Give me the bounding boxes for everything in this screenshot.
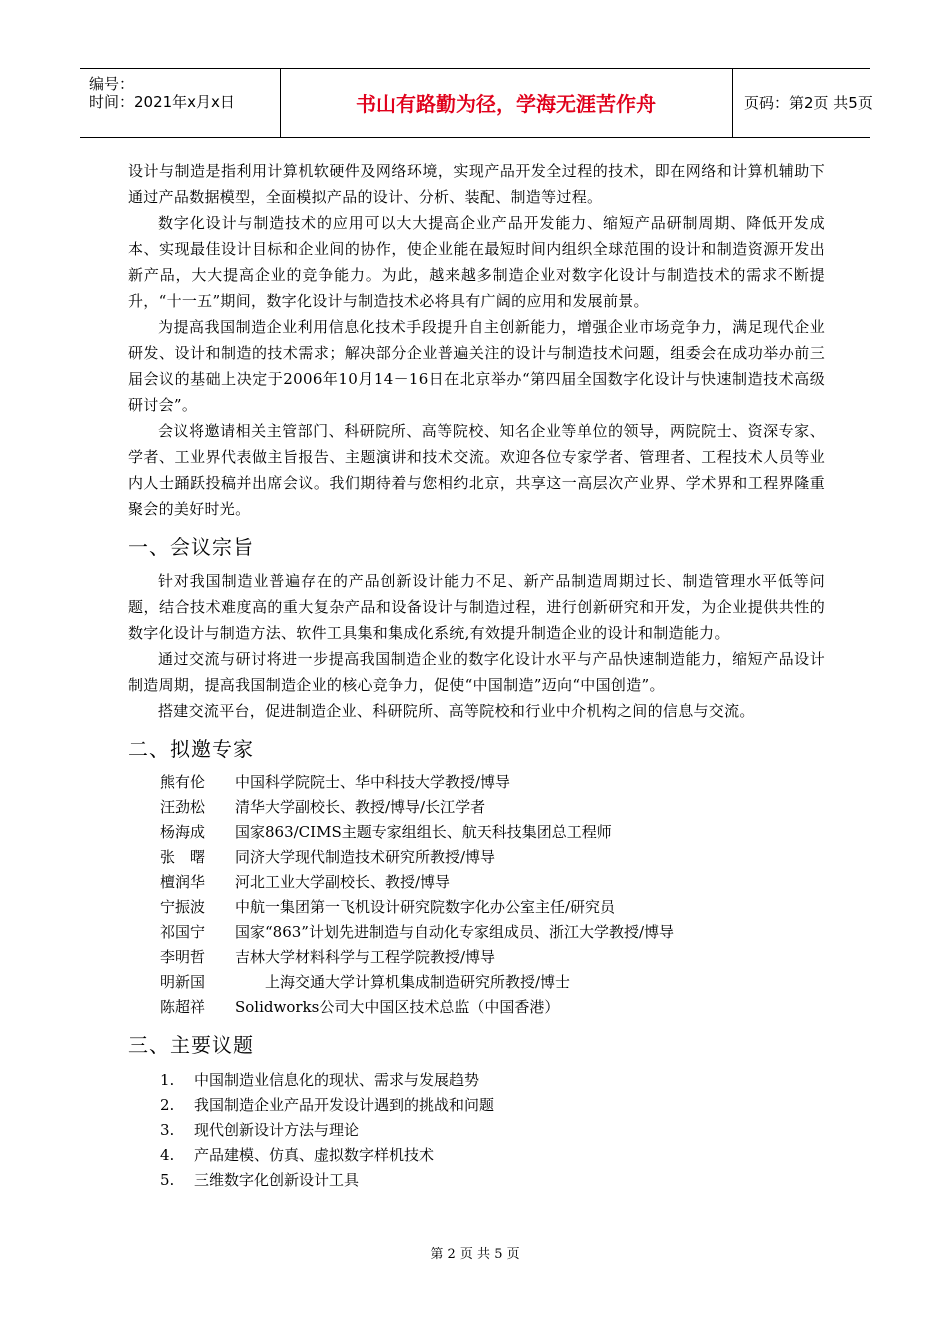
header-left-cell bbox=[80, 69, 281, 137]
topic-number: 1. bbox=[160, 1071, 175, 1089]
expert-name: 张 曙 bbox=[160, 848, 206, 866]
section-heading-topics: 三、主要议题 bbox=[128, 1033, 254, 1057]
expert-title: 河北工业大学副校长、教授/博导 bbox=[235, 873, 451, 891]
topic-text: 我国制造企业产品开发设计遇到的挑战和问题 bbox=[194, 1096, 495, 1114]
topic-item bbox=[160, 1118, 825, 1143]
expert-row bbox=[160, 895, 825, 920]
expert-row bbox=[160, 920, 825, 945]
expert-title: 中航一集团第一飞机设计研究院数字化办公室主任/研究员 bbox=[235, 898, 616, 916]
topic-list bbox=[160, 1068, 825, 1193]
expert-name: 李明哲 bbox=[160, 948, 206, 966]
header-page-info: 页码：第2页 共5页 bbox=[744, 94, 873, 112]
header-motto-cell bbox=[280, 69, 733, 137]
intro-paragraph: 数字化设计与制造技术的应用可以大大提高企业产品开发能力、缩短产品研制周期、降低开发成本、实现最佳设计目标和企业间的协作，使企业能在最短时间内组织全球范围的设计和制造资源开发出新产品，大大提高企业的竞争能力。为此，越来越多制造企业对数字化设计与制造技术的需求不断提升，“十一五”期间，数字化设计与制造技术必将具有广阔的应用和发展前景。 bbox=[128, 214, 825, 310]
topic-text: 产品建模、仿真、虚拟数字样机技术 bbox=[194, 1146, 435, 1164]
purpose-paragraph: 通过交流与研讨将进一步提高我国制造企业的数字化设计水平与产品快速制造能力，缩短产品设计制造周期，提高我国制造企业的核心竞争力，促使“中国制造”迈向“中国创造”。 bbox=[128, 650, 825, 694]
topic-item bbox=[160, 1143, 825, 1168]
header-motto: 书山有路勤为径，学海无涯苦作舟 bbox=[356, 92, 656, 116]
expert-name: 熊有伦 bbox=[160, 773, 206, 791]
page-header bbox=[80, 68, 873, 138]
topic-item bbox=[160, 1168, 825, 1193]
expert-row bbox=[160, 770, 825, 795]
expert-title: 国家863/CIMS主题专家组组长、航天科技集团总工程师 bbox=[235, 823, 612, 841]
topic-number: 2. bbox=[160, 1096, 175, 1114]
section-heading-experts: 二、拟邀专家 bbox=[128, 737, 254, 761]
expert-title: Solidworks公司大中国区技术总监（中国香港） bbox=[235, 998, 560, 1016]
expert-name: 明新国 bbox=[160, 973, 206, 991]
document-date-label: 时间：2021年x月x日 bbox=[89, 93, 235, 111]
expert-title: 中国科学院院士、华中科技大学教授/博导 bbox=[235, 773, 511, 791]
expert-list bbox=[160, 770, 825, 1020]
expert-name: 汪劲松 bbox=[160, 798, 206, 816]
expert-title: 吉林大学材料科学与工程学院教授/博导 bbox=[235, 948, 496, 966]
expert-name: 宁振波 bbox=[160, 898, 206, 916]
expert-title: 上海交通大学计算机集成制造研究所教授/博士 bbox=[235, 973, 571, 991]
expert-row bbox=[160, 870, 825, 895]
topic-item bbox=[160, 1068, 825, 1093]
page-footer: 第 2 页 共 5 页 bbox=[430, 1247, 520, 1262]
topic-number: 4. bbox=[160, 1146, 175, 1164]
document-number-label: 编号： bbox=[89, 75, 135, 93]
expert-row bbox=[160, 945, 825, 970]
topic-number: 5. bbox=[160, 1171, 175, 1189]
section-heading-purpose: 一、会议宗旨 bbox=[128, 535, 254, 559]
expert-name: 陈超祥 bbox=[160, 998, 206, 1016]
topic-text: 现代创新设计方法与理论 bbox=[194, 1121, 360, 1139]
topic-number: 3. bbox=[160, 1121, 175, 1139]
expert-name: 祁国宁 bbox=[160, 923, 206, 941]
expert-row bbox=[160, 845, 825, 870]
expert-row bbox=[160, 970, 825, 995]
topic-text: 三维数字化创新设计工具 bbox=[194, 1171, 360, 1189]
expert-row bbox=[160, 995, 825, 1020]
expert-title: 清华大学副校长、教授/博导/长江学者 bbox=[235, 798, 486, 816]
expert-row bbox=[160, 820, 825, 845]
intro-paragraph: 设计与制造是指利用计算机软硬件及网络环境，实现产品开发全过程的技术，即在网络和计算机辅助下通过产品数据模型，全面模拟产品的设计、分析、装配、制造等过程。 bbox=[128, 162, 825, 206]
expert-name: 杨海成 bbox=[160, 823, 206, 841]
expert-title: 国家“863”计划先进制造与自动化专家组成员、浙江大学教授/博导 bbox=[235, 923, 675, 941]
purpose-paragraph: 搭建交流平台，促进制造企业、科研院所、高等院校和行业中介机构之间的信息与交流。 bbox=[158, 702, 755, 720]
intro-paragraph: 为提高我国制造企业利用信息化技术手段提升自主创新能力，增强企业市场竞争力，满足现代企业研发、设计和制造的技术需求；解决部分企业普遍关注的设计与制造技术问题，组委会在成功举办前三届会议的基础上决定于2006年10月14－16日在北京举办“第四届全国数字化设计与快速制造技术高级研讨会”。 bbox=[128, 318, 825, 414]
expert-title: 同济大学现代制造技术研究所教授/博导 bbox=[235, 848, 496, 866]
expert-name: 檀润华 bbox=[160, 873, 206, 891]
purpose-paragraph: 针对我国制造业普遍存在的产品创新设计能力不足、新产品制造周期过长、制造管理水平低等问题，结合技术难度高的重大复杂产品和设备设计与制造过程，进行创新研究和开发，为企业提供共性的数字化设计与制造方法、软件工具集和集成化系统,有效提升制造企业的设计和制造能力。 bbox=[128, 572, 825, 642]
document-body bbox=[128, 158, 825, 1193]
intro-paragraph: 会议将邀请相关主管部门、科研院所、高等院校、知名企业等单位的领导，两院院士、资深专家、学者、工业界代表做主旨报告、主题演讲和技术交流。欢迎各位专家学者、管理者、工程技术人员等业内人士踊跃投稿并出席会议。我们期待着与您相约北京，共享这一高层次产业界、学术界和工程界隆重聚会的美好时光。 bbox=[128, 422, 825, 518]
topic-text: 中国制造业信息化的现状、需求与发展趋势 bbox=[194, 1071, 480, 1089]
topic-item bbox=[160, 1093, 825, 1118]
header-page-cell bbox=[732, 69, 873, 137]
expert-row bbox=[160, 795, 825, 820]
